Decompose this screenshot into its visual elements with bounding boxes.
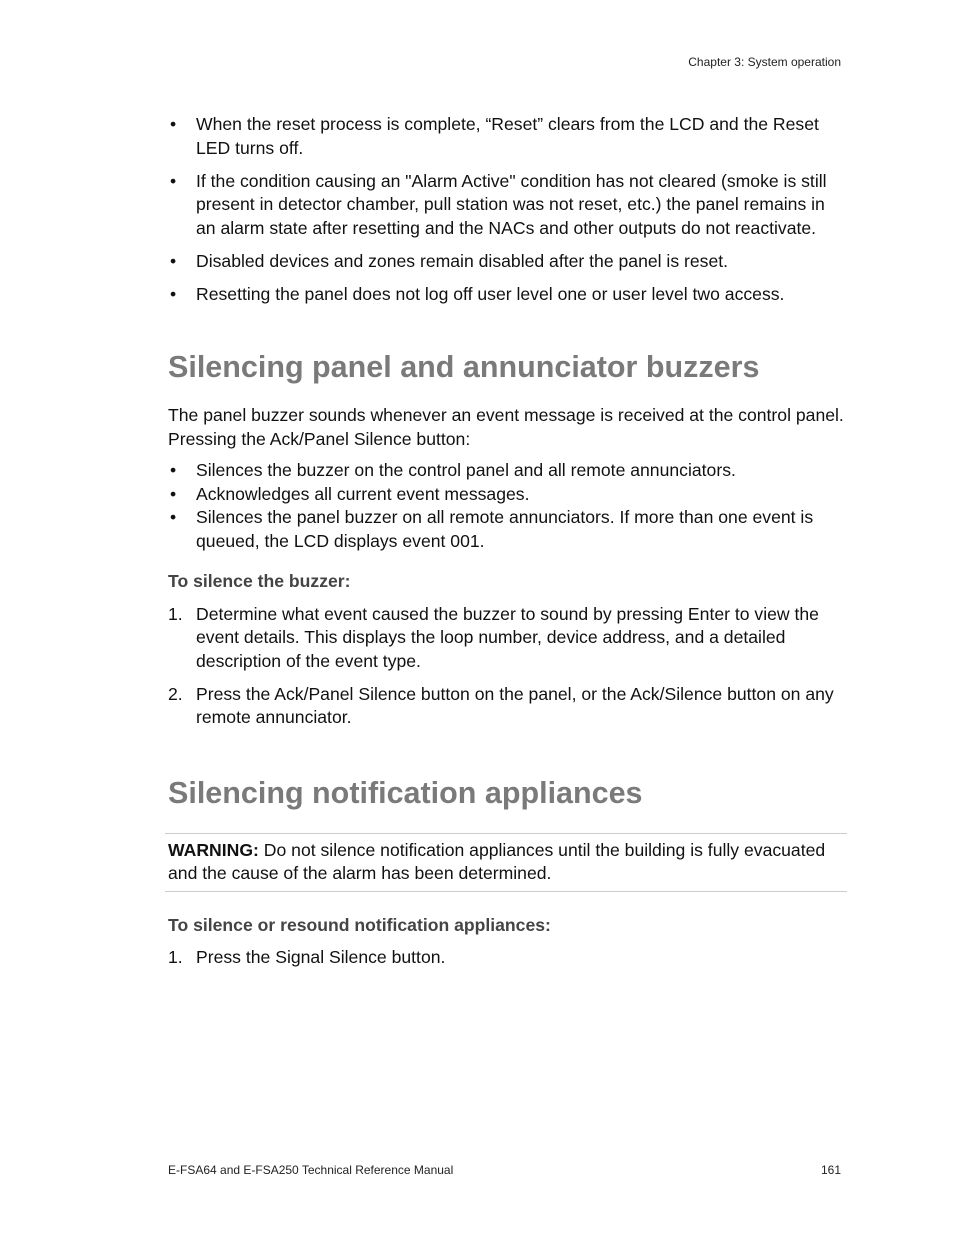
list-item: • Resetting the panel does not log off user level one or user level two access.	[168, 283, 844, 307]
list-item: • When the reset process is complete, “Reset” clears from the LCD and the Reset LED turns off.	[168, 113, 844, 160]
footer-page-number: 161	[820, 1163, 841, 1177]
buzzers-intro: The panel buzzer sounds whenever an event message is received at the control panel. Pressing the Ack/Panel Silence button:	[168, 405, 844, 449]
procedure-title-notification: To silence or resound notification appliances:	[168, 914, 551, 935]
warning-box	[165, 833, 847, 892]
procedure-title-buzzer: To silence the buzzer:	[168, 571, 351, 591]
warning-text: Do not silence notification appliances until the building is fully evacuated and the cause of the alarm has been determined.	[168, 839, 826, 883]
list-item: • Disabled devices and zones remain disabled after the panel is reset.	[168, 250, 844, 274]
step-text: Press the Ack/Panel Silence button on the panel, or the Ack/Silence button on any remote annunciator.	[196, 683, 834, 727]
section-heading-notification: Silencing notification appliances	[168, 775, 643, 810]
page-content	[168, 113, 844, 979]
footer-manual-title: E-FSA64 and E-FSA250 Technical Reference Manual	[168, 1163, 454, 1177]
reset-bullet-list	[168, 113, 844, 306]
list-item	[168, 603, 844, 674]
list-item: • Silences the panel buzzer on all remote annunciators. If more than one event is queued, the LCD displays event 001.	[168, 506, 844, 553]
buzzers-bullet-list	[168, 459, 844, 553]
step-text: Determine what event caused the buzzer to sound by pressing Enter to view the event details. This displays the loop number, device address, and a detailed description of the event type.	[196, 603, 819, 671]
step-text: Press the Signal Silence button.	[196, 947, 446, 967]
list-item	[168, 683, 844, 730]
list-item: • If the condition causing an "Alarm Active" condition has not cleared (smoke is still present in detector chamber, pull station was not reset, etc.) the panel remains in an alarm state after resetting and the NACs and other outputs do not reactivate.	[168, 170, 844, 241]
warning-label: WARNING:	[168, 839, 259, 860]
section-heading-buzzers: Silencing panel and annunciator buzzers	[168, 350, 760, 384]
step-number: 2.	[168, 683, 183, 704]
step-number: 1.	[168, 947, 183, 967]
list-item	[168, 946, 844, 970]
buzzer-steps	[168, 603, 844, 730]
running-header: Chapter 3: System operation	[688, 55, 841, 69]
list-item: • Silences the buzzer on the control panel and all remote annunciators.	[168, 459, 844, 483]
notification-steps	[168, 946, 844, 970]
step-number: 1.	[168, 603, 183, 624]
list-item: • Acknowledges all current event messages.	[168, 483, 844, 507]
